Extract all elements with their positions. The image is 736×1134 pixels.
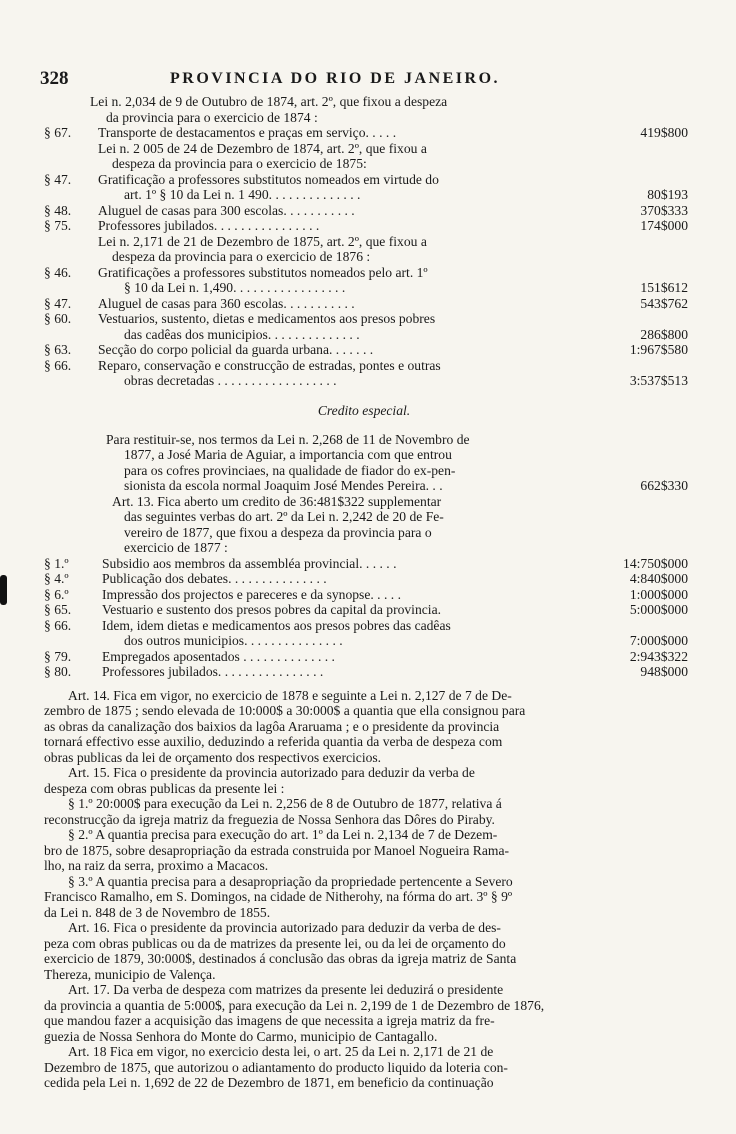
item-text: art. 1º § 10 da Lei n. 1 490. . . . . . . . . . . . . . bbox=[124, 187, 361, 202]
budget-item bbox=[40, 203, 688, 219]
item-text: reconstrucção da igreja matriz da freguezia de Nossa Senhora das Dôres do Piraby. bbox=[44, 811, 495, 827]
section-number: § 48. bbox=[44, 202, 72, 218]
prose-line bbox=[40, 812, 688, 828]
section-number: § 46. bbox=[44, 264, 72, 280]
budget-item-cont bbox=[40, 280, 688, 296]
section-number: § 1.º bbox=[44, 555, 69, 571]
prose-line bbox=[40, 874, 688, 890]
prose-line bbox=[40, 827, 688, 843]
item-text: obras publicas da lei de orçamento dos respectivos exercicios. bbox=[44, 749, 382, 765]
prose-section bbox=[40, 688, 688, 1091]
item-amount: 4:840$000 bbox=[629, 571, 688, 586]
prose-line bbox=[40, 703, 688, 719]
item-amount: 1:000$000 bbox=[629, 586, 688, 602]
item-amount: 151$612 bbox=[640, 280, 688, 295]
item-text: Publicação dos debates. . . . . . . . . . . . . . . bbox=[102, 571, 327, 586]
budget-item bbox=[40, 602, 688, 618]
budget-item bbox=[40, 342, 688, 358]
prose-line bbox=[40, 905, 688, 921]
item-text: cedida pela Lei n. 1,692 de 22 de Dezembro de 1871, em beneficio da continuação bbox=[44, 1075, 494, 1090]
section-number: § 66. bbox=[44, 617, 72, 633]
item-text: exercicio de 1879, 30:000$, destinados á conclusão das obras da igreja matriz de Santa bbox=[44, 951, 517, 966]
prose-line bbox=[40, 796, 688, 812]
prose-line bbox=[40, 1013, 688, 1029]
item-amount: 419$800 bbox=[640, 125, 688, 140]
item-text: Thereza, municipio de Valença. bbox=[44, 966, 216, 982]
law-intro-line: Lei n. 2,171 de 21 de Dezembro de 1875, art. 2º, que fixou a bbox=[98, 233, 427, 249]
item-text: Transporte de destacamentos e praças em serviço. . . . . bbox=[98, 125, 397, 140]
credito-text-line: sionista da escola normal Joaquim José Mendes Pereira. . . 662$330 bbox=[124, 478, 688, 493]
budget-item bbox=[40, 218, 688, 234]
item-text: obras decretadas . . . . . . . . . . . . . . . . . . bbox=[124, 373, 337, 388]
item-text: Aluguel de casas para 300 escolas. . . . . . . . . . . bbox=[98, 202, 355, 218]
budget-item bbox=[40, 265, 688, 281]
item-text: Reparo, conservação e construcção de estradas, pontes e outras bbox=[98, 357, 441, 373]
document-page bbox=[40, 68, 688, 1091]
item-text: Idem, idem dietas e medicamentos aos presos pobres das cadêas bbox=[102, 617, 451, 633]
prose-line bbox=[40, 967, 688, 983]
item-text: guezia de Nossa Senhora do Monte do Carmo, municipio de Cantagallo. bbox=[44, 1028, 438, 1044]
section-number: § 67. bbox=[44, 125, 72, 140]
law-intro-line: despeza da provincia para o exercicio de 1875: bbox=[112, 156, 367, 171]
prose-line bbox=[40, 998, 688, 1014]
article-line: exercicio de 1877 : bbox=[124, 540, 228, 555]
prose-line bbox=[40, 858, 688, 874]
item-text: § 2.º A quantia precisa para execução do art. 1º da Lei n. 2,134 de 7 de Dezem- bbox=[68, 827, 498, 842]
prose-line bbox=[40, 951, 688, 967]
budget-item bbox=[40, 664, 688, 680]
law-intro-line: Lei n. 2 005 de 24 de Dezembro de 1874, art. 2º, que fixou a bbox=[98, 140, 427, 156]
item-amount: 948$000 bbox=[640, 664, 688, 679]
prose-line bbox=[40, 982, 688, 998]
item-text: Vestuarios, sustento, dietas e medicamentos aos presos pobres bbox=[98, 311, 436, 326]
item-text: despeza com obras publicas da presente lei : bbox=[44, 780, 285, 796]
budget-item bbox=[40, 311, 688, 327]
budget-item bbox=[40, 296, 688, 312]
item-text: § 1.º 20:000$ para execução da Lei n. 2,256 de 8 de Outubro de 1877, relativa á bbox=[68, 796, 502, 811]
item-text: lho, na raiz da serra, proximo a Macacos. bbox=[44, 858, 269, 873]
item-text: das cadêas dos municipios. . . . . . . . . . . . . . bbox=[124, 326, 360, 342]
prose-line bbox=[40, 1044, 688, 1060]
section-number: § 60. bbox=[44, 311, 72, 326]
item-amount: 14:750$000 bbox=[623, 555, 688, 571]
budget-item bbox=[40, 649, 688, 665]
section-number: § 79. bbox=[44, 648, 72, 664]
item-text: Professores jubilados. . . . . . . . . . . . . . . . bbox=[102, 664, 324, 679]
item-amount: 543$762 bbox=[640, 295, 688, 311]
credito-items-list bbox=[40, 556, 688, 680]
section-number: § 65. bbox=[44, 602, 72, 617]
item-amount: 7:000$000 bbox=[629, 633, 688, 648]
page-title: PROVINCIA DO RIO DE JANEIRO. bbox=[170, 70, 501, 87]
prose-line bbox=[40, 920, 688, 936]
section-number: § 75. bbox=[44, 218, 72, 233]
item-amount: 3:537$513 bbox=[629, 373, 688, 388]
section-heading: Credito especial. bbox=[317, 402, 411, 418]
budget-item-cont bbox=[40, 327, 688, 343]
item-amount: 2:943$322 bbox=[629, 648, 688, 664]
item-text: Art. 14. Fica em vigor, no exercicio de 1878 e seguinte a Lei n. 2,127 de 7 de De- bbox=[68, 687, 512, 703]
item-amount: 370$333 bbox=[640, 202, 688, 218]
section-number: § 66. bbox=[44, 357, 72, 373]
item-text: bro de 1875, sobre desapropriação da estrada construida por Manoel Nogueira Rama- bbox=[44, 842, 510, 858]
item-text: Francisco Ramalho, em S. Domingos, na cidade de Nitherohy, na fórma do art. 3º § 9º bbox=[44, 889, 513, 904]
section-number: § 6.º bbox=[44, 586, 69, 602]
item-text: Professores jubilados. . . . . . . . . . . . . . . . bbox=[98, 218, 320, 233]
page-number: 328 bbox=[40, 68, 69, 89]
item-text: Dezembro de 1875, que autorizou o adiantamento do producto liquido da loteria con- bbox=[44, 1059, 508, 1075]
item-amount: 1:967$580 bbox=[629, 342, 688, 357]
budget-item bbox=[40, 587, 688, 603]
budget-item-cont bbox=[40, 187, 688, 203]
budget-item-cont bbox=[40, 633, 688, 649]
prose-line bbox=[40, 765, 688, 781]
item-text: as obras da canalização dos baixios da lagôa Araruama ; e o presidente da provincia bbox=[44, 718, 500, 734]
item-text: Subsidio aos membros da assembléa provincial. . . . . . bbox=[102, 555, 397, 571]
article-line: Art. 13. Fica aberto um credito de 36:481$322 supplementar bbox=[112, 493, 442, 509]
law-intro-line: Lei n. 2,034 de 9 de Outubro de 1874, art. 2º, que fixou a despeza bbox=[90, 94, 448, 109]
item-text: Art. 15. Fica o presidente da provincia autorizado para deduzir da verba de bbox=[68, 765, 475, 780]
prose-line bbox=[40, 1075, 688, 1091]
item-text: Impressão dos projectos e pareceres e da synopse. . . . . bbox=[102, 586, 401, 602]
budget-item bbox=[40, 571, 688, 587]
item-text: zembro de 1875 ; sendo elevada de 10:000$ a 30:000$ a quantia que ella consignou para bbox=[44, 703, 526, 718]
section-number: § 63. bbox=[44, 342, 72, 357]
prose-line bbox=[40, 688, 688, 704]
prose-line bbox=[40, 734, 688, 750]
item-text: Empregados aposentados . . . . . . . . . . . . . . bbox=[102, 648, 335, 664]
item-text: que mandou fazer a acquisição das imagens de que necessita a igreja matriz da fre- bbox=[44, 1013, 495, 1028]
budget-item bbox=[40, 556, 688, 572]
item-amount: 80$193 bbox=[647, 187, 688, 202]
section-number: § 47. bbox=[44, 295, 72, 311]
item-text: Gratificações a professores substitutos nomeados pelo art. 1º bbox=[98, 264, 428, 280]
credito-text-line: 1877, a José Maria de Aguiar, a importancia com que entrou bbox=[124, 447, 452, 462]
item-text: Secção do corpo policial da guarda urbana. . . . . . . bbox=[98, 342, 374, 357]
item-text: da Lei n. 848 de 3 de Novembro de 1855. bbox=[44, 904, 271, 920]
ink-blot bbox=[0, 575, 7, 605]
section-number: § 4.º bbox=[44, 571, 69, 586]
prose-line bbox=[40, 936, 688, 952]
item-text: Art. 17. Da verba de despeza com matrizes da presente lei deduzirá o presidente bbox=[68, 982, 504, 997]
prose-line bbox=[40, 1029, 688, 1045]
item-text: Art. 18 Fica em vigor, no exercicio desta lei, o art. 25 da Lei n. 2,171 de 21 de bbox=[68, 1044, 494, 1059]
item-amount: 662$330 bbox=[640, 478, 688, 493]
budget-item bbox=[40, 172, 688, 188]
item-text: § 3.º A quantia precisa para a desapropriação da propriedade pertencente a Severo bbox=[68, 873, 513, 889]
item-text: peza com obras publicas ou da de matrizes da presente lei, ou da lei de orçamento do bbox=[44, 935, 506, 951]
prose-line bbox=[40, 843, 688, 859]
budget-item bbox=[40, 358, 688, 374]
law-intro-line: despeza da provincia para o exercicio de 1876 : bbox=[112, 249, 371, 264]
budget-item bbox=[40, 618, 688, 634]
item-text: Art. 16. Fica o presidente da provincia autorizado para deduzir da verba de des- bbox=[68, 920, 501, 935]
section-number: § 80. bbox=[44, 664, 72, 679]
item-text: tornará effectivo esse auxilio, deduzindo a referida quantia da verba de despeza com bbox=[44, 734, 503, 749]
item-text: Gratificação a professores substitutos nomeados em virtude do bbox=[98, 171, 439, 187]
section-number: § 47. bbox=[44, 171, 72, 187]
item-amount: 5:000$000 bbox=[629, 602, 688, 617]
budget-item-cont bbox=[40, 373, 688, 389]
item-text: da provincia a quantia de 5:000$, para execução da Lei n. 2,199 de 1 de Dezembro de 1876, bbox=[44, 997, 545, 1013]
budget-item bbox=[40, 125, 688, 141]
item-text: Aluguel de casas para 360 escolas. . . . . . . . . . . bbox=[98, 295, 355, 311]
credito-text-line: Para restituir-se, nos termos da Lei n. 2,268 de 11 de Novembro de bbox=[106, 431, 470, 447]
prose-line bbox=[40, 750, 688, 766]
page-header bbox=[40, 68, 688, 94]
prose-line bbox=[40, 889, 688, 905]
item-text: Vestuario e sustento dos presos pobres da capital da provincia. bbox=[102, 602, 442, 617]
item-text: § 10 da Lei n. 1,490. . . . . . . . . . . . . . . . . bbox=[124, 280, 346, 295]
article-line: vereiro de 1877, que fixou a despeza da provincia para o bbox=[124, 524, 432, 540]
credito-text-line: para os cofres provinciaes, na qualidade de fiador do ex-pen- bbox=[124, 462, 456, 478]
prose-line bbox=[40, 719, 688, 735]
prose-line bbox=[40, 781, 688, 797]
item-amount: 174$000 bbox=[640, 218, 688, 233]
item-text: dos outros municipios. . . . . . . . . . . . . . . bbox=[124, 633, 343, 648]
prose-line bbox=[40, 1060, 688, 1076]
article-line: das seguintes verbas do art. 2º da Lei n. 2,242 de 20 de Fe- bbox=[124, 509, 444, 524]
item-amount: 286$800 bbox=[640, 326, 688, 342]
law-intro-line: da provincia para o exercicio de 1874 : bbox=[106, 109, 318, 125]
